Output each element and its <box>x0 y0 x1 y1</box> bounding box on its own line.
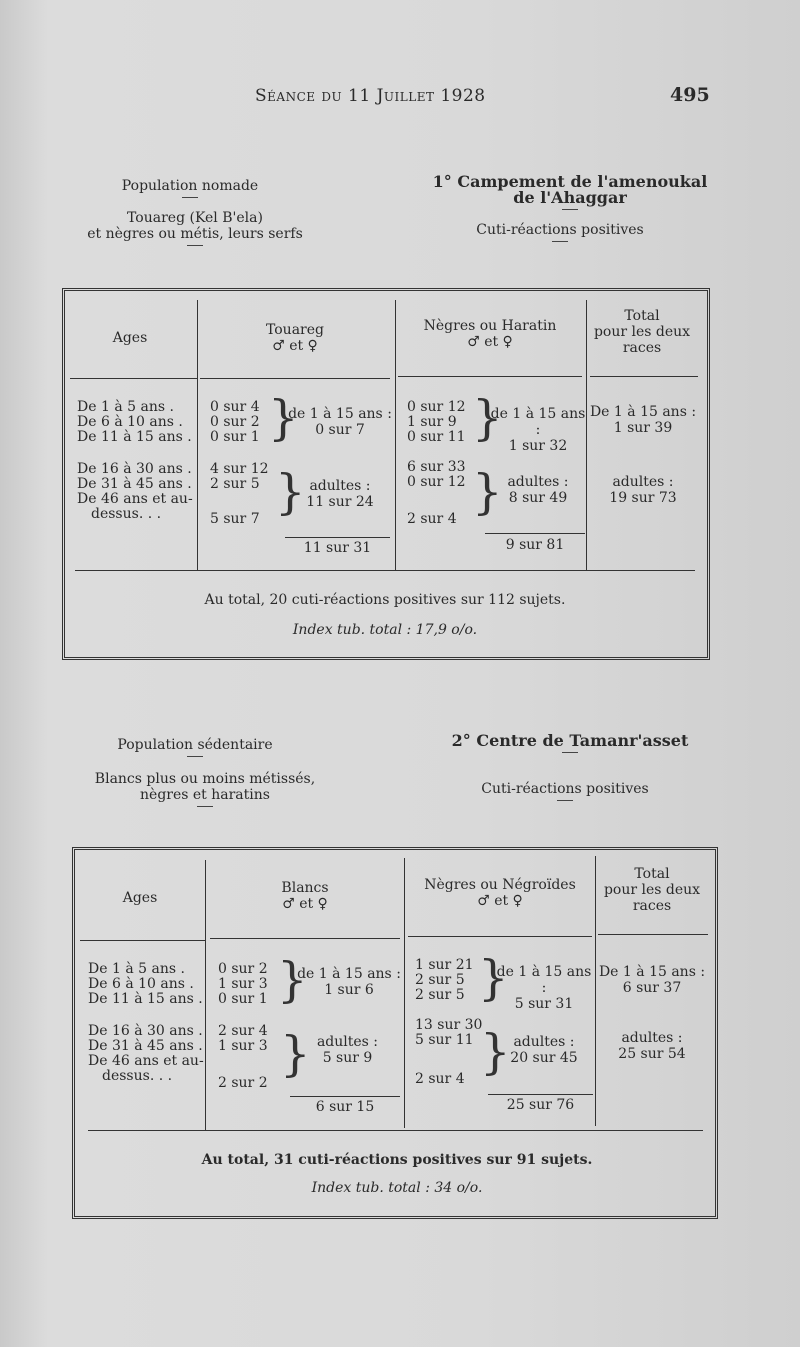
table1-col3-adult: 6 sur 33 0 sur 12 2 sur 4 <box>407 459 466 527</box>
table1-col2-adult-summary: adultes : 11 sur 24 <box>306 478 374 510</box>
table1-col2-header: Touareg ♂ et ♀ <box>266 322 324 354</box>
table1-ages-young: De 1 à 5 ans . De 6 à 10 ans . De 11 à 15 ans . <box>77 399 192 445</box>
table1-col4-adult: adultes : 19 sur 73 <box>609 474 677 506</box>
table2-footer-total: Au total, 31 cuti-réactions positives sur 91 sujets. <box>201 1152 593 1168</box>
page-number: 495 <box>670 84 710 106</box>
table1-col-ages: Ages <box>112 330 148 346</box>
table1-col2-adult: 4 sur 12 2 sur 5 5 sur 7 <box>210 461 269 527</box>
table1-col2-total: 11 sur 31 <box>303 540 372 556</box>
table2-col2-young-summary: de 1 à 15 ans : 1 sur 6 <box>297 966 401 998</box>
table1-col2-young-summary: de 1 à 15 ans : 0 sur 7 <box>288 406 392 438</box>
table2-col2-header: Blancs ♂ et ♀ <box>281 880 329 912</box>
section1-right-heading: 1° Campement de l'amenoukal de l'Ahaggar <box>430 174 710 210</box>
table2-col2-adult: 2 sur 4 1 sur 3 2 sur 2 <box>218 1023 268 1091</box>
page-header <box>0 86 800 114</box>
section1-left-heading: Population nomade <box>85 178 295 198</box>
section2-left-heading: Population sédentaire <box>90 737 300 757</box>
table1-col3-adult-summary: adultes : 8 sur 49 <box>507 474 569 506</box>
table1-col3-young: 0 sur 12 1 sur 9 0 sur 11 <box>407 399 466 445</box>
section2-right-sub: Cuti-réactions positives <box>455 781 675 801</box>
session-title: Séance du 11 Juillet 1928 <box>255 86 486 106</box>
table1-footer-index: Index tub. total : 17,9 o/o. <box>292 622 478 638</box>
table2-col4-header: Total pour les deux races <box>603 866 701 914</box>
table2-col3-total: 25 sur 76 <box>506 1097 575 1113</box>
section2-left-sub: Blancs plus ou moins métissés, nègres et haratins <box>70 771 340 807</box>
table2-col2-adult-summary: adultes : 5 sur 9 <box>316 1034 379 1066</box>
table2-col4-young: De 1 à 15 ans : 6 sur 37 <box>598 964 706 996</box>
table2-col3-header: Nègres ou Négroïdes ♂ et ♀ <box>424 877 576 909</box>
table1-col3-header: Nègres ou Haratin ♂ et ♀ <box>423 318 557 350</box>
table2-col-ages: Ages <box>122 890 158 906</box>
section2-right-heading: 2° Centre de Tamanr'asset <box>440 733 700 753</box>
brace-icon: } <box>277 952 308 1008</box>
brace-icon: } <box>280 1026 311 1082</box>
table1-col4-young: De 1 à 15 ans : 1 sur 39 <box>589 404 697 436</box>
table2-col3-adult-summary: adultes : 20 sur 45 <box>510 1034 578 1066</box>
table2-col2-young: 0 sur 2 1 sur 3 0 sur 1 <box>218 961 268 1007</box>
table2-col4-adult: adultes : 25 sur 54 <box>618 1030 686 1062</box>
table2-col2-total: 6 sur 15 <box>315 1099 375 1115</box>
brace-icon: } <box>480 1024 511 1080</box>
table2-col3-adult: 13 sur 30 5 sur 11 2 sur 4 <box>415 1017 483 1087</box>
table2-col3-young: 1 sur 21 2 sur 5 2 sur 5 <box>415 957 474 1003</box>
brace-icon: } <box>275 464 306 520</box>
table2-ages-adult: De 16 à 30 ans . De 31 à 45 ans . De 46 ans et au- dessus. . . <box>88 1023 204 1084</box>
table1-col4-header: Total pour les deux races <box>593 308 691 356</box>
table1-col2-young: 0 sur 4 0 sur 2 0 sur 1 <box>210 399 260 445</box>
table2-footer-index: Index tub. total : 34 o/o. <box>311 1180 483 1196</box>
section1-left-sub: Touareg (Kel B'ela) et nègres ou métis, leurs serfs <box>60 210 330 246</box>
table1-ages-adult: De 16 à 30 ans . De 31 à 45 ans . De 46 ans et au- dessus. . . <box>77 461 193 522</box>
section1-right-sub: Cuti-réactions positives <box>450 222 670 242</box>
table2-col3-young-summary: de 1 à 15 ans : 5 sur 31 <box>496 964 592 1012</box>
table1-col3-young-summary: de 1 à 15 ans : 1 sur 32 <box>490 406 586 454</box>
table2-ages-young: De 1 à 5 ans . De 6 à 10 ans . De 11 à 15 ans . <box>88 961 203 1007</box>
table1-footer-total: Au total, 20 cuti-réactions positives sur 112 sujets. <box>204 592 566 608</box>
brace-icon: } <box>472 390 503 446</box>
brace-icon: } <box>478 950 509 1006</box>
brace-icon: } <box>472 464 503 520</box>
brace-icon: } <box>268 390 299 446</box>
table1-col3-total: 9 sur 81 <box>505 537 565 553</box>
